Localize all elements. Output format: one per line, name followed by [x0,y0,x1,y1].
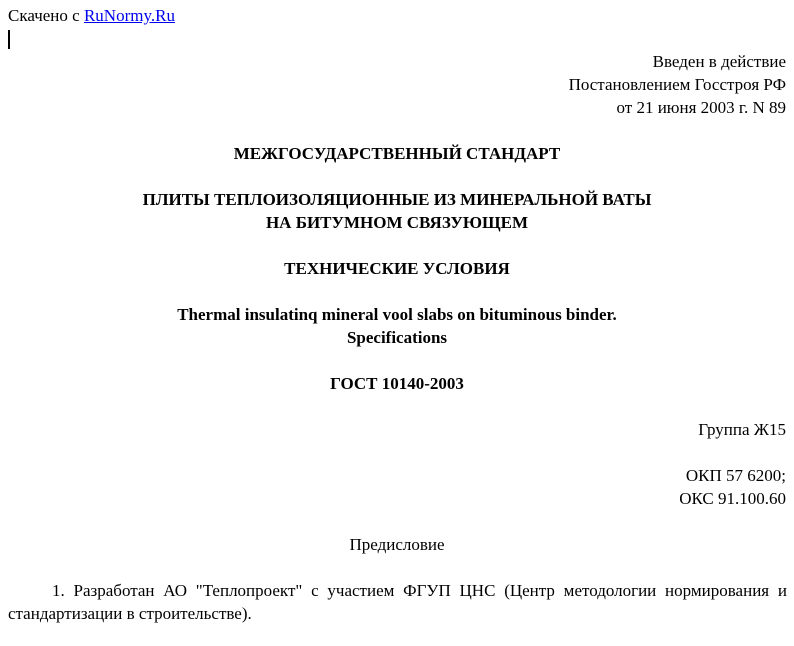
text-cursor [8,30,10,49]
download-source-line [8,6,175,26]
technical-conditions-heading: ТЕХНИЧЕСКИЕ УСЛОВИЯ [284,259,510,278]
runormy-link[interactable]: RuNormy.Ru [83,6,175,25]
download-source-prefix: Скачено с [8,6,84,25]
standard-name-line-1: ПЛИТЫ ТЕПЛОИЗОЛЯЦИОННЫЕ ИЗ МИНЕРАЛЬНОЙ ВАТЫ [142,190,652,209]
classification-group: Группа Ж15 [698,420,786,439]
standard-type-heading: МЕЖГОСУДАРСТВЕННЫЙ СТАНДАРТ [233,144,561,163]
classification-oks: ОКС 91.100.60 [679,489,786,508]
english-title-line-1: Thermal insulatinq mineral vool slabs on bituminous binder. [177,305,617,324]
standard-code: ГОСТ 10140-2003 [330,374,464,393]
intro-line-2: Постановлением Госстроя РФ [568,75,786,94]
preface-item-1-text: 1. Разработан АО "Теплопроект" с участием ФГУП ЦНС (Центр методологии нормирования и стандартизации в строительстве). [8,581,787,623]
intro-line-3: от 21 июня 2003 г. N 89 [616,98,786,117]
classification-okp: ОКП 57 6200; [685,466,786,485]
preface-heading: Предисловие [349,535,445,554]
preface-item-1 [8,579,787,625]
standard-name-line-2: НА БИТУМНОМ СВЯЗУЮЩЕМ [265,213,529,232]
english-title-line-2: Specifications [346,328,448,347]
intro-line-1: Введен в действие [652,52,786,71]
